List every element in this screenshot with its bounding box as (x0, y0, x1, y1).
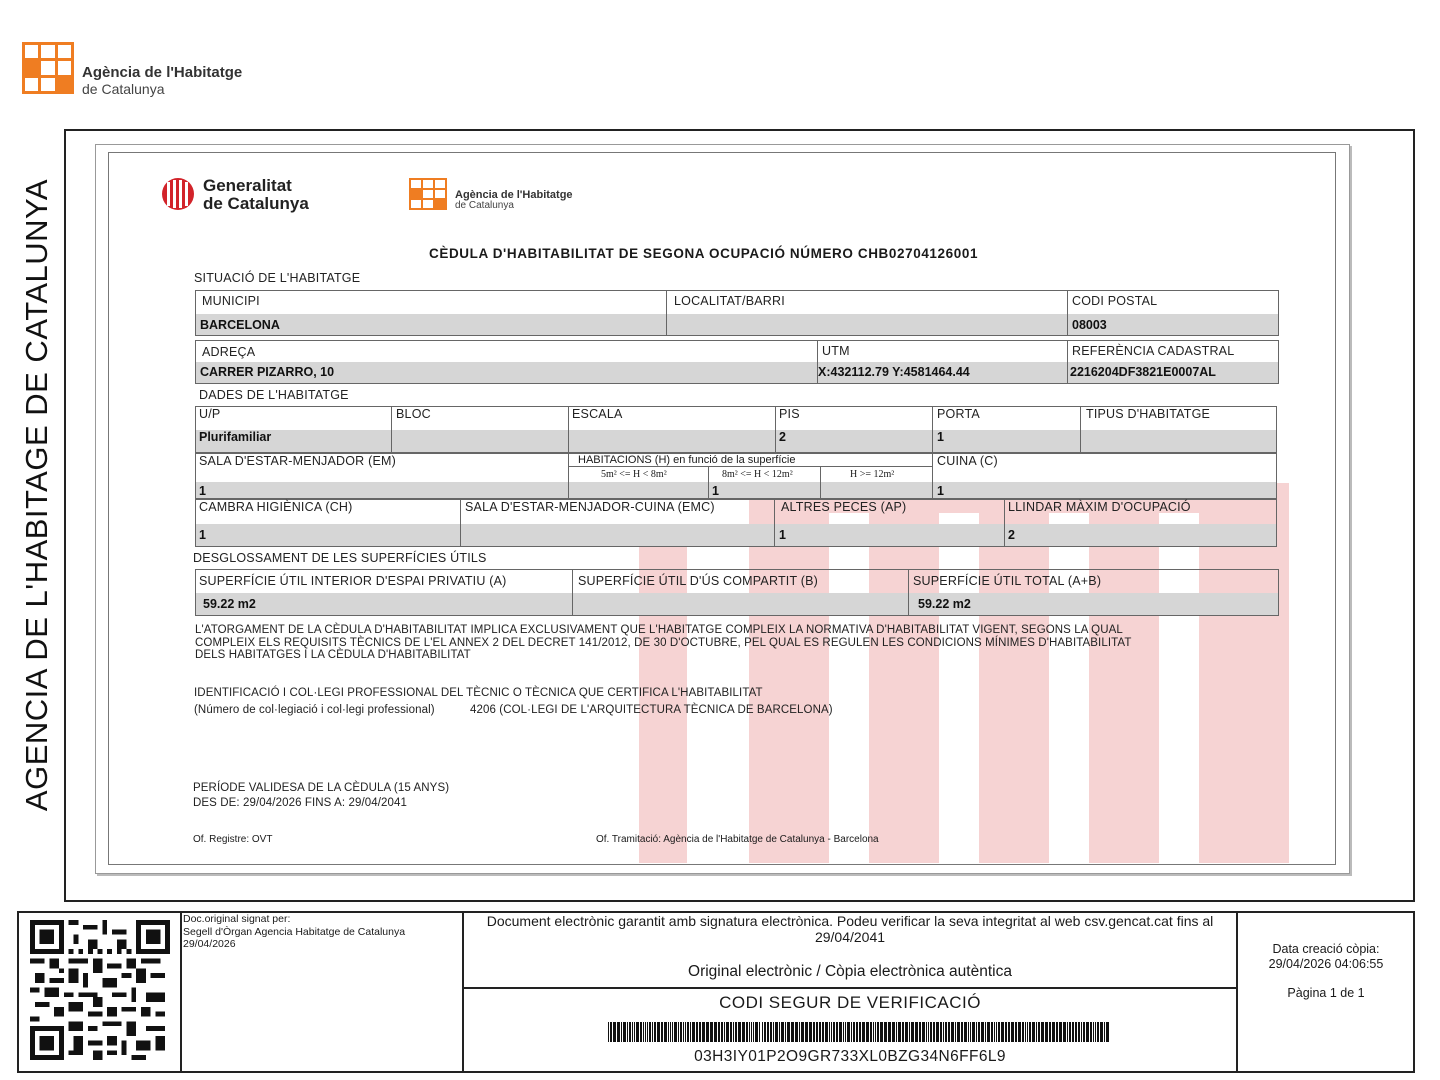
gencat-line1: Generalitat (203, 176, 292, 195)
em-value: 1 (199, 484, 206, 498)
ap-label: ALTRES PECES (AP) (781, 500, 907, 514)
tech-sub-label: (Número de col·legiació i col·legi professional) (194, 704, 435, 716)
sa-label: SUPERFÍCIE ÚTIL INTERIOR D'ESPAI PRIVATIU (A) (199, 574, 507, 588)
hab-col3-label: H >= 12m² (850, 469, 895, 480)
agency-logo-icon (22, 42, 74, 94)
porta-label: PORTA (937, 407, 980, 421)
municipi-label: MUNICIPI (202, 294, 260, 308)
side-vertical-text: AGENCIA DE L'HABITAGE DE CATALUNYA (19, 178, 54, 812)
cp-label: CODI POSTAL (1072, 294, 1158, 308)
pis-label: PIS (779, 407, 800, 421)
up-value: Plurifamiliar (199, 430, 272, 444)
cert-agency-sub: de Catalunya (455, 200, 514, 211)
cuina-label: CUINA (C) (937, 454, 998, 468)
certificate-title: CÈDULA D'HABITABILITAT DE SEGONA OCUPACIÓ NÚMERO CHB02704126001 (429, 246, 979, 261)
gencat-logo (160, 175, 340, 215)
utm-value: X:432112.79 Y:4581464.44 (818, 365, 970, 379)
signed-by-line1: Doc.original signat per: (183, 913, 291, 925)
tramitacio-text: Of. Tramitació: Agència de l'Habitatge de Catalunya - Barcelona (596, 834, 879, 845)
habitacions-label: HABITACIONS (H) en funció de la superfície (578, 454, 796, 466)
registre-text: Of. Registre: OVT (193, 834, 273, 845)
signed-by-block (183, 913, 405, 951)
bloc-label: BLOC (396, 407, 431, 421)
emc-label: SALA D'ESTAR-MENJADOR-CUINA (EMC) (465, 500, 715, 514)
copy-label: Data creació còpia: (1272, 942, 1380, 956)
cp-value: 08003 (1072, 318, 1107, 332)
adreca-value: CARRER PIZARRO, 10 (200, 365, 335, 379)
barcode-icon (608, 1022, 1110, 1042)
copy-date: 29/04/2026 04:06:55 (1268, 957, 1384, 971)
agency-sub: de Catalunya (82, 81, 165, 97)
section-surfaces-label: DESGLOSSAMENT DE LES SUPERFÍCIES ÚTILS (193, 551, 487, 565)
signed-by-line3: 29/04/2026 (183, 938, 236, 950)
csv-code: 03H3IY01P2O9GR733XL0BZG34N6FF6L9 (694, 1048, 1006, 1065)
ch-label: CAMBRA HIGIÈNICA (CH) (199, 500, 353, 514)
page-number: Pàgina 1 de 1 (1287, 986, 1365, 1000)
legal-note (195, 624, 1275, 662)
gencat-emblem-icon (160, 176, 196, 212)
cert-agency-logo (409, 178, 609, 212)
legal-note-line1: L'ATORGAMENT DE LA CÈDULA D'HABITABILITAT IMPLICA EXCLUSIVAMENT QUE L'HABITATGE COMPLEIX LA NORMATIVA D'HABITABILITAT VIGENT, SEGONS LA QUAL (195, 624, 1123, 636)
legal-note-line2: COMPLEIX ELS REQUISITS TÈCNICS DE L'EL ANNEX 2 DEL DECRET 141/2012, DE 30 D'OCTUBRE, PEL QUAL ES REGULEN LES CONDICIONS MÍNIMES D'HABITABILITAT (195, 636, 1132, 649)
adreca-label: ADREÇA (202, 345, 256, 359)
original-text: Original electrònic / Còpia electrònica autèntica (688, 963, 1012, 980)
cuina-value: 1 (937, 484, 944, 498)
ref-value: 2216204DF3821E0007AL (1070, 365, 1216, 379)
tech-sub-value: 4206 (COL·LEGI DE L'ARQUITECTURA TÈCNICA DE BARCELONA) (470, 704, 833, 716)
em-label: SALA D'ESTAR-MENJADOR (EM) (199, 454, 396, 468)
st-value: 59.22 m2 (918, 597, 971, 611)
up-label: U/P (199, 407, 221, 421)
csv-title: CODI SEGUR DE VERIFICACIÓ (719, 993, 981, 1012)
ap-value: 1 (779, 528, 786, 542)
section-location-label: SITUACIÓ DE L'HABITATGE (194, 271, 361, 285)
sa-value: 59.22 m2 (203, 597, 256, 611)
utm-label: UTM (822, 344, 850, 358)
section-data-label: DADES DE L'HABITATGE (199, 388, 349, 402)
ch-value: 1 (199, 528, 206, 542)
sb-label: SUPERFÍCIE ÚTIL D'ÚS COMPARTIT (B) (578, 574, 818, 588)
header-agency-logo (22, 42, 262, 98)
hab-col2-label: 8m² <= H < 12m² (722, 469, 793, 480)
llindar-value: 2 (1008, 528, 1015, 542)
pis-value: 2 (779, 430, 786, 444)
porta-value: 1 (937, 430, 944, 444)
gencat-line2: de Catalunya (203, 194, 309, 213)
municipi-value: BARCELONA (200, 318, 280, 332)
validity-title: PERÍODE VALIDESA DE LA CÈDULA (15 ANYS) (193, 782, 450, 794)
tipus-label: TIPUS D'HABITATGE (1086, 407, 1211, 421)
validity-dates: DES DE: 29/04/2026 FINS A: 29/04/2041 (193, 797, 408, 809)
signed-by-line2: Segell d'Òrgan Agencia Habitatge de Catalunya (183, 925, 406, 938)
cert-agency-logo-icon (409, 178, 447, 210)
hab-col2-value: 1 (712, 484, 719, 498)
ref-label: REFERÈNCIA CADASTRAL (1072, 344, 1235, 358)
cert-agency-name: Agència de l'Habitatge (455, 189, 573, 201)
verify-text: Document electrònic garantit amb signatura electrònica. Podeu verificar la seva integritat al web csv.gencat.cat fins al 29/04/2041 (486, 913, 1214, 945)
st-label: SUPERFÍCIE ÚTIL TOTAL (A+B) (913, 574, 1102, 588)
legal-note-line3: DELS HABITATGES I LA CÈDULA D'HABITABILITAT (195, 649, 471, 661)
tech-title: IDENTIFICACIÓ I COL·LEGI PROFESSIONAL DEL TÈCNIC O TÈCNICA QUE CERTIFICA L'HABITABILITAT (194, 687, 763, 699)
localitat-label: LOCALITAT/BARRI (674, 294, 785, 308)
qr-code-icon (30, 920, 170, 1060)
agency-name: Agència de l'Habitatge (82, 64, 243, 81)
escala-label: ESCALA (572, 407, 623, 421)
hab-col1-label: 5m² <= H < 8m² (601, 469, 667, 480)
llindar-label: LLINDAR MÀXIM D'OCUPACIÓ (1008, 500, 1191, 514)
